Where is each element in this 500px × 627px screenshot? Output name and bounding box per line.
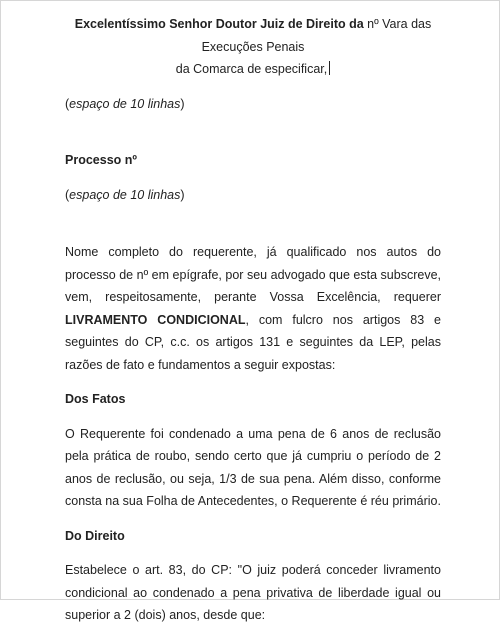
facts-paragraph: O Requerente foi condenado a uma pena de 6 anos de reclusão pela prática de roubo, sendo certo que já cumpriu o período de 2 anos de reclusão, ou seja, 1/3 de sua pena. Além disso, conforme consta na sua Folha de Antecedentes, o Requerente é réu primário. [65,426,441,508]
spacer-note-1: (espaço de 10 linhas) [65,96,185,111]
intro-paragraph [65,241,441,376]
addressee-regular-text: nº Vara das Execuções Penais [201,17,432,54]
addressee-line-1 [65,13,441,58]
spacer-note-2-text: espaço de 10 linhas [69,187,181,202]
intro-text-before: Nome completo do requerente, já qualificado nos autos do processo de nº em epígrafe, por seu advogado que esta subscreve, vem, respeitosamente, perante Vossa Excelência, requerer [65,245,441,304]
request-title: LIVRAMENTO CONDICIONAL [65,312,246,327]
addressee-comarca-text: da Comarca de especificar, [175,62,328,76]
addressee-line-2[interactable] [65,58,441,81]
text-cursor [329,61,330,75]
intro-text-after: , com fulcro nos artigos 83 e seguintes do CP, c.c. os artigos 131 e seguintes da LEP, pelas razões de fato e fundamentos a seguir expostas: [65,312,441,372]
facts-heading: Dos Fatos [65,392,126,406]
spacer-note-2: (espaço de 10 linhas) [65,187,185,202]
document-body [65,13,441,627]
process-number-label: Processo nº [65,153,137,167]
law-heading: Do Direito [65,528,125,543]
spacer-note-1-text: espaço de 10 linhas [69,96,181,111]
law-paragraph: Estabelece o art. 83, do CP: "O juiz poderá conceder livramento condicional ao condenado a pena privativa de liberdade igual ou superior a 2 (dois) anos, desde que: [65,563,441,622]
addressee-bold-text: Excelentíssimo Senhor Doutor Juiz de Direito da [74,17,364,31]
